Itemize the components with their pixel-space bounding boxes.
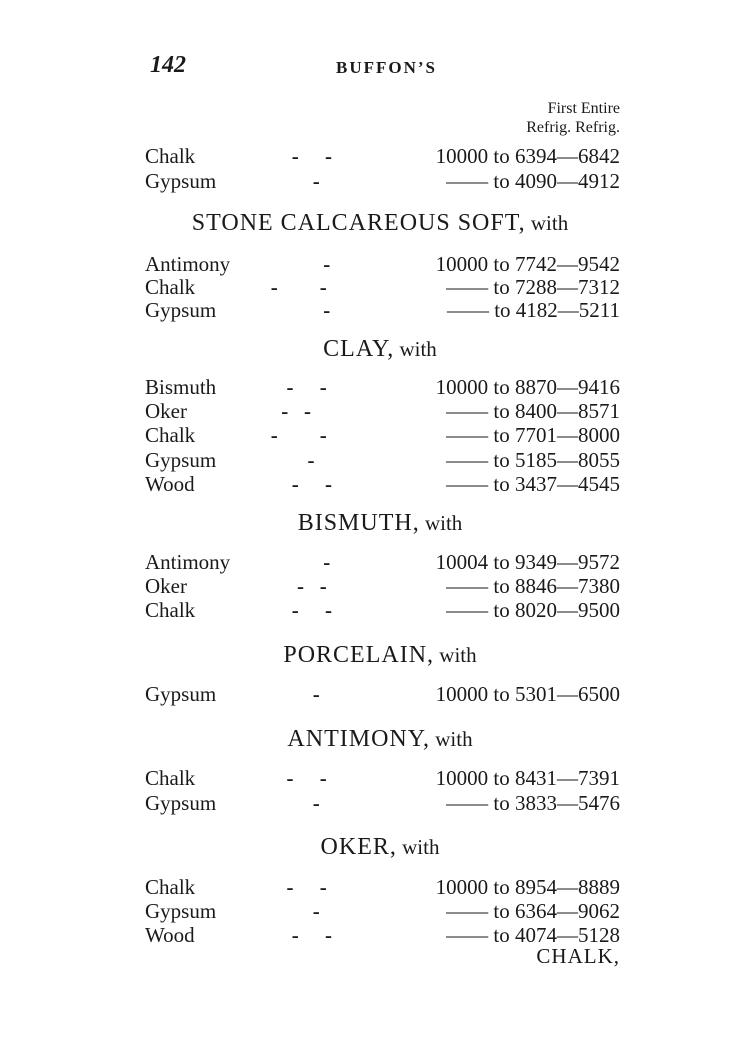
leader-dots: - -: [255, 144, 332, 168]
refrigeration-values: 10000 to 5301—6500: [435, 682, 620, 706]
refrigeration-values: —— to 7288—7312: [446, 275, 620, 299]
section-heading-title: STONE CALCAREOUS SOFT,: [191, 210, 526, 236]
leader-dots: - -: [255, 574, 327, 598]
page-number: 142: [150, 52, 186, 78]
refrigeration-values: —— to 4182—5211: [446, 298, 620, 322]
table-row: [145, 423, 620, 449]
running-head: BUFFON’S: [336, 58, 437, 77]
table-row: [145, 550, 620, 576]
section-heading-title: CLAY,: [323, 336, 395, 362]
refrigeration-values: —— to 8846—7380: [446, 574, 620, 598]
column-header-line-2: Refrig. Refrig.: [526, 119, 620, 136]
table-row: [145, 682, 620, 708]
leader-dots: -: [255, 448, 315, 472]
material-name: Antimony: [145, 550, 231, 574]
material-name: Chalk: [145, 766, 196, 790]
section-heading-with: with: [525, 211, 569, 235]
section-heading: [0, 726, 750, 753]
leader-dots: - -: [255, 423, 327, 447]
material-name: Wood: [145, 923, 195, 947]
refrigeration-values: 10000 to 8954—8889: [435, 875, 620, 899]
leader-dots: -: [255, 682, 320, 706]
refrigeration-values: 10004 to 9349—9572: [435, 550, 620, 574]
leader-dots: - -: [255, 766, 327, 790]
table-row: [145, 169, 620, 195]
table-row: [145, 875, 620, 901]
refrigeration-values: —— to 4074—5128: [446, 923, 620, 947]
table-row: [145, 899, 620, 925]
refrigeration-values: —— to 8020—9500: [446, 598, 620, 622]
leader-dots: - -: [255, 875, 327, 899]
leader-dots: -: [255, 252, 331, 276]
material-name: Oker: [145, 574, 187, 598]
section-heading: [0, 210, 750, 237]
leader-dots: - -: [255, 923, 332, 947]
refrigeration-values: —— to 7701—8000: [446, 423, 620, 447]
material-name: Bismuth: [145, 375, 217, 399]
material-name: Gypsum: [145, 298, 217, 322]
leader-dots: - -: [255, 375, 327, 399]
section-heading-with: with: [396, 835, 440, 859]
table-row: [145, 298, 620, 324]
material-name: Oker: [145, 399, 187, 423]
material-name: Chalk: [145, 144, 196, 168]
section-heading-with: with: [434, 643, 477, 667]
section-heading: [0, 642, 750, 669]
section-heading-with: with: [394, 337, 437, 361]
leader-dots: - -: [255, 598, 332, 622]
refrigeration-values: 10000 to 8870—9416: [435, 375, 620, 399]
leader-dots: -: [255, 298, 331, 322]
material-name: Chalk: [145, 275, 196, 299]
section-heading-title: PORCELAIN,: [283, 642, 435, 668]
material-name: Gypsum: [145, 169, 217, 193]
material-name: Gypsum: [145, 448, 217, 472]
leader-dots: -: [255, 899, 320, 923]
section-heading: [0, 336, 750, 363]
material-name: Gypsum: [145, 791, 217, 815]
leader-dots: -: [255, 791, 320, 815]
table-row: [145, 472, 620, 498]
table-row: [145, 766, 620, 792]
section-heading-with: with: [429, 727, 473, 751]
table-row: [145, 598, 620, 624]
leader-dots: -: [255, 550, 331, 574]
material-name: Wood: [145, 472, 195, 496]
section-heading-with: with: [419, 511, 463, 535]
section-heading: [0, 510, 750, 537]
section-heading-title: OKER,: [320, 834, 397, 860]
refrigeration-values: —— to 3833—5476: [446, 791, 620, 815]
column-header-line-1: First Entire: [547, 100, 620, 117]
material-name: Gypsum: [145, 682, 217, 706]
table-row: [145, 574, 620, 600]
section-heading-title: ANTIMONY,: [287, 726, 430, 752]
material-name: Chalk: [145, 875, 196, 899]
table-row: [145, 399, 620, 425]
material-name: Chalk: [145, 598, 196, 622]
section-heading: [0, 834, 750, 861]
leader-dots: -: [255, 169, 320, 193]
refrigeration-values: 10000 to 6394—6842: [435, 144, 620, 168]
refrigeration-values: —— to 6364—9062: [446, 899, 620, 923]
refrigeration-values: —— to 3437—4545: [446, 472, 620, 496]
table-row: [145, 375, 620, 401]
section-heading-title: BISMUTH,: [297, 510, 420, 536]
table-row: [145, 791, 620, 817]
refrigeration-values: 10000 to 8431—7391: [435, 766, 620, 790]
material-name: Antimony: [145, 252, 231, 276]
refrigeration-values: —— to 8400—8571: [446, 399, 620, 423]
material-name: Gypsum: [145, 899, 217, 923]
leader-dots: - -: [255, 472, 332, 496]
catchword: CHALK,: [536, 944, 620, 968]
material-name: Chalk: [145, 423, 196, 447]
table-row: [145, 144, 620, 170]
refrigeration-values: 10000 to 7742—9542: [435, 252, 620, 276]
leader-dots: - -: [255, 399, 311, 423]
refrigeration-values: —— to 4090—4912: [446, 169, 620, 193]
refrigeration-values: —— to 5185—8055: [446, 448, 620, 472]
table-row: [145, 448, 620, 474]
leader-dots: - -: [255, 275, 327, 299]
